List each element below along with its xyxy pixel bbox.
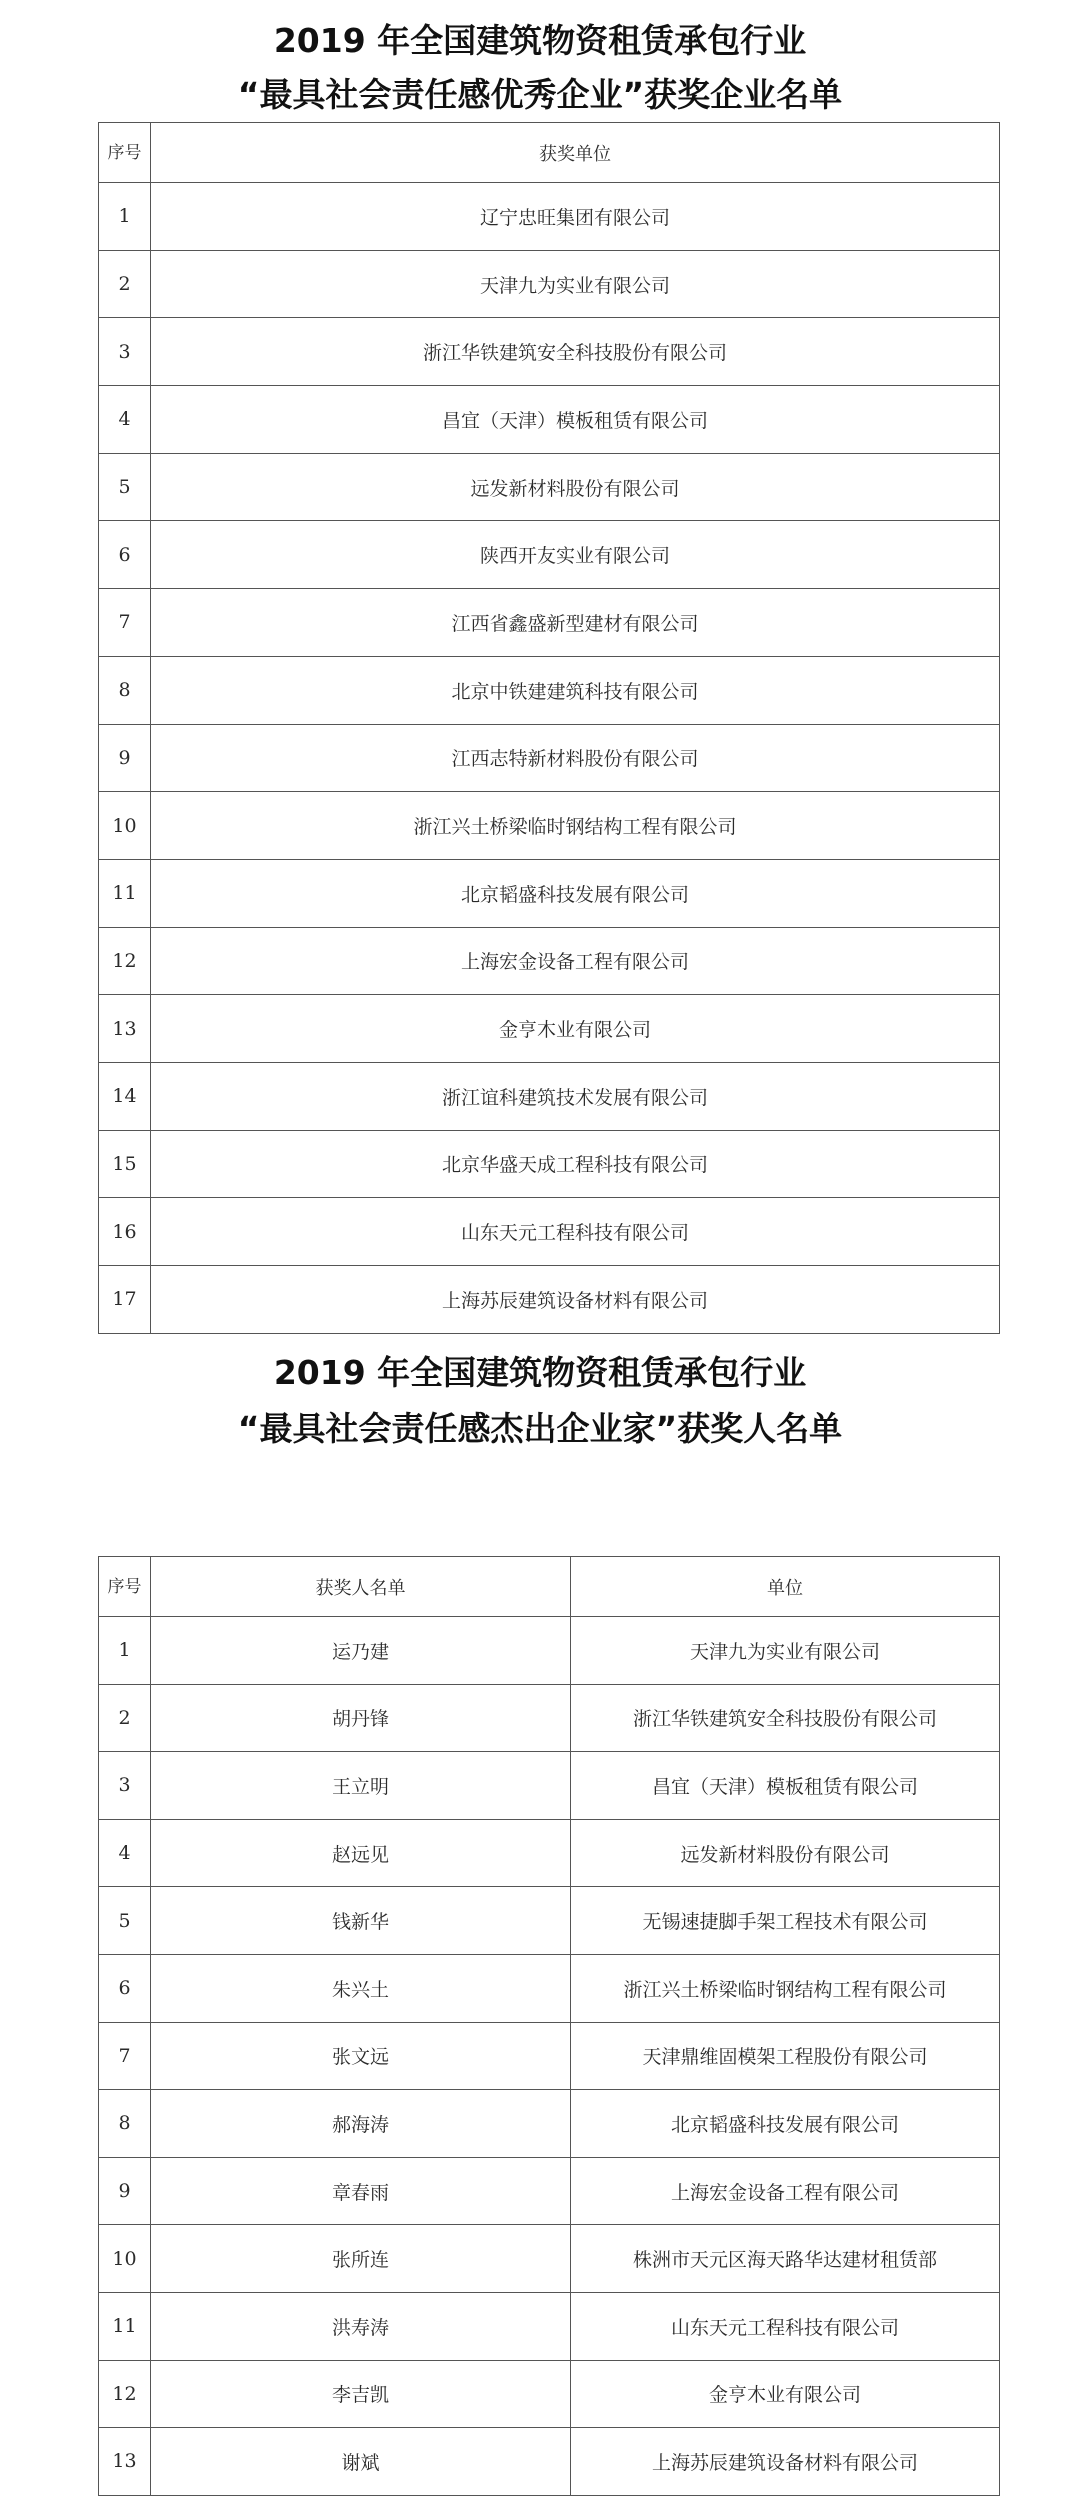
person-name: 洪寿涛 bbox=[151, 2292, 571, 2360]
table-row bbox=[99, 2292, 1000, 2360]
company-name: 浙江兴土桥梁临时钢结构工程有限公司 bbox=[571, 1954, 1000, 2022]
company-name: 山东天元工程科技有限公司 bbox=[571, 2292, 1000, 2360]
table-header-row bbox=[99, 1557, 1000, 1617]
award-companies-table bbox=[98, 122, 1000, 1334]
table-row bbox=[99, 1954, 1000, 2022]
table-row bbox=[99, 792, 1000, 860]
person-name: 张文远 bbox=[151, 2022, 571, 2090]
award-companies-body bbox=[99, 183, 1000, 1334]
table-row bbox=[99, 656, 1000, 724]
company-name: 江西省鑫盛新型建材有限公司 bbox=[151, 589, 1000, 657]
row-number: 2 bbox=[99, 1684, 151, 1752]
row-number: 13 bbox=[99, 995, 151, 1063]
table-row bbox=[99, 1887, 1000, 1955]
row-number: 5 bbox=[99, 1887, 151, 1955]
table-row bbox=[99, 453, 1000, 521]
table-row bbox=[99, 2090, 1000, 2158]
row-number: 9 bbox=[99, 2157, 151, 2225]
table-row bbox=[99, 183, 1000, 251]
row-number: 15 bbox=[99, 1130, 151, 1198]
section2-title-line2: “最具社会责任感杰出企业家”获奖人名单 bbox=[237, 1409, 843, 1448]
table-row bbox=[99, 927, 1000, 995]
table-row bbox=[99, 318, 1000, 386]
row-number: 10 bbox=[99, 2225, 151, 2293]
row-number: 8 bbox=[99, 656, 151, 724]
company-name: 天津九为实业有限公司 bbox=[571, 1617, 1000, 1685]
person-name: 王立明 bbox=[151, 1752, 571, 1820]
person-name: 运乃建 bbox=[151, 1617, 571, 1685]
table-row bbox=[99, 1684, 1000, 1752]
company-name: 上海宏金设备工程有限公司 bbox=[571, 2157, 1000, 2225]
table-row bbox=[99, 1062, 1000, 1130]
company-name: 北京华盛天成工程科技有限公司 bbox=[151, 1130, 1000, 1198]
company-name: 天津鼎维固模架工程股份有限公司 bbox=[571, 2022, 1000, 2090]
person-name: 张所连 bbox=[151, 2225, 571, 2293]
seq-header: 序号 bbox=[99, 1557, 151, 1617]
company-name: 金亨木业有限公司 bbox=[151, 995, 1000, 1063]
row-number: 14 bbox=[99, 1062, 151, 1130]
table-row bbox=[99, 1266, 1000, 1334]
company-name: 上海苏辰建筑设备材料有限公司 bbox=[151, 1266, 1000, 1334]
row-number: 11 bbox=[99, 859, 151, 927]
company-name: 昌宜（天津）模板租赁有限公司 bbox=[151, 386, 1000, 454]
table-row bbox=[99, 250, 1000, 318]
company-name: 浙江华铁建筑安全科技股份有限公司 bbox=[571, 1684, 1000, 1752]
row-number: 8 bbox=[99, 2090, 151, 2158]
table-row bbox=[99, 2360, 1000, 2428]
table-row bbox=[99, 2428, 1000, 2496]
award-persons-table bbox=[98, 1556, 1000, 2496]
table-row bbox=[99, 1752, 1000, 1820]
table-row bbox=[99, 1819, 1000, 1887]
award-persons-body bbox=[99, 1617, 1000, 2496]
row-number: 7 bbox=[99, 2022, 151, 2090]
row-number: 3 bbox=[99, 1752, 151, 1820]
company-name: 北京韬盛科技发展有限公司 bbox=[151, 859, 1000, 927]
section2-title-line1: 2019 年全国建筑物资租赁承包行业 bbox=[273, 1353, 807, 1392]
table-row bbox=[99, 1198, 1000, 1266]
person-name: 胡丹锋 bbox=[151, 1684, 571, 1752]
row-number: 10 bbox=[99, 792, 151, 860]
section1-title-line1: 2019 年全国建筑物资租赁承包行业 bbox=[273, 21, 807, 60]
company-name: 上海宏金设备工程有限公司 bbox=[151, 927, 1000, 995]
company-name: 陕西开友实业有限公司 bbox=[151, 521, 1000, 589]
row-number: 2 bbox=[99, 250, 151, 318]
unit-header: 获奖单位 bbox=[151, 123, 1000, 183]
person-name: 李吉凯 bbox=[151, 2360, 571, 2428]
company-name: 远发新材料股份有限公司 bbox=[151, 453, 1000, 521]
table-row bbox=[99, 386, 1000, 454]
person-name: 钱新华 bbox=[151, 1887, 571, 1955]
row-number: 1 bbox=[99, 1617, 151, 1685]
row-number: 4 bbox=[99, 1819, 151, 1887]
unit-header: 单位 bbox=[571, 1557, 1000, 1617]
person-name: 朱兴土 bbox=[151, 1954, 571, 2022]
table-row bbox=[99, 1130, 1000, 1198]
row-number: 13 bbox=[99, 2428, 151, 2496]
company-name: 北京中铁建建筑科技有限公司 bbox=[151, 656, 1000, 724]
company-name: 浙江谊科建筑技术发展有限公司 bbox=[151, 1062, 1000, 1130]
table-row bbox=[99, 859, 1000, 927]
company-name: 浙江华铁建筑安全科技股份有限公司 bbox=[151, 318, 1000, 386]
table-row bbox=[99, 589, 1000, 657]
row-number: 12 bbox=[99, 2360, 151, 2428]
row-number: 17 bbox=[99, 1266, 151, 1334]
row-number: 3 bbox=[99, 318, 151, 386]
section1-title-line2: “最具社会责任感优秀企业”获奖企业名单 bbox=[237, 75, 843, 114]
company-name: 远发新材料股份有限公司 bbox=[571, 1819, 1000, 1887]
company-name: 辽宁忠旺集团有限公司 bbox=[151, 183, 1000, 251]
company-name: 昌宜（天津）模板租赁有限公司 bbox=[571, 1752, 1000, 1820]
seq-header: 序号 bbox=[99, 123, 151, 183]
row-number: 9 bbox=[99, 724, 151, 792]
row-number: 5 bbox=[99, 453, 151, 521]
table-row bbox=[99, 1617, 1000, 1685]
row-number: 6 bbox=[99, 1954, 151, 2022]
company-name: 北京韬盛科技发展有限公司 bbox=[571, 2090, 1000, 2158]
row-number: 6 bbox=[99, 521, 151, 589]
row-number: 11 bbox=[99, 2292, 151, 2360]
table-header-row bbox=[99, 123, 1000, 183]
table-row bbox=[99, 2157, 1000, 2225]
table-row bbox=[99, 724, 1000, 792]
table-row bbox=[99, 995, 1000, 1063]
person-name: 谢斌 bbox=[151, 2428, 571, 2496]
company-name: 株洲市天元区海天路华达建材租赁部 bbox=[571, 2225, 1000, 2293]
company-name: 金亨木业有限公司 bbox=[571, 2360, 1000, 2428]
row-number: 1 bbox=[99, 183, 151, 251]
name-header: 获奖人名单 bbox=[151, 1557, 571, 1617]
person-name: 章春雨 bbox=[151, 2157, 571, 2225]
row-number: 4 bbox=[99, 386, 151, 454]
table-row bbox=[99, 2022, 1000, 2090]
company-name: 无锡速捷脚手架工程技术有限公司 bbox=[571, 1887, 1000, 1955]
table-row bbox=[99, 2225, 1000, 2293]
company-name: 江西志特新材料股份有限公司 bbox=[151, 724, 1000, 792]
row-number: 12 bbox=[99, 927, 151, 995]
person-name: 赵远见 bbox=[151, 1819, 571, 1887]
company-name: 天津九为实业有限公司 bbox=[151, 250, 1000, 318]
person-name: 郝海涛 bbox=[151, 2090, 571, 2158]
row-number: 16 bbox=[99, 1198, 151, 1266]
company-name: 山东天元工程科技有限公司 bbox=[151, 1198, 1000, 1266]
company-name: 浙江兴土桥梁临时钢结构工程有限公司 bbox=[151, 792, 1000, 860]
table-row bbox=[99, 521, 1000, 589]
company-name: 上海苏辰建筑设备材料有限公司 bbox=[571, 2428, 1000, 2496]
row-number: 7 bbox=[99, 589, 151, 657]
